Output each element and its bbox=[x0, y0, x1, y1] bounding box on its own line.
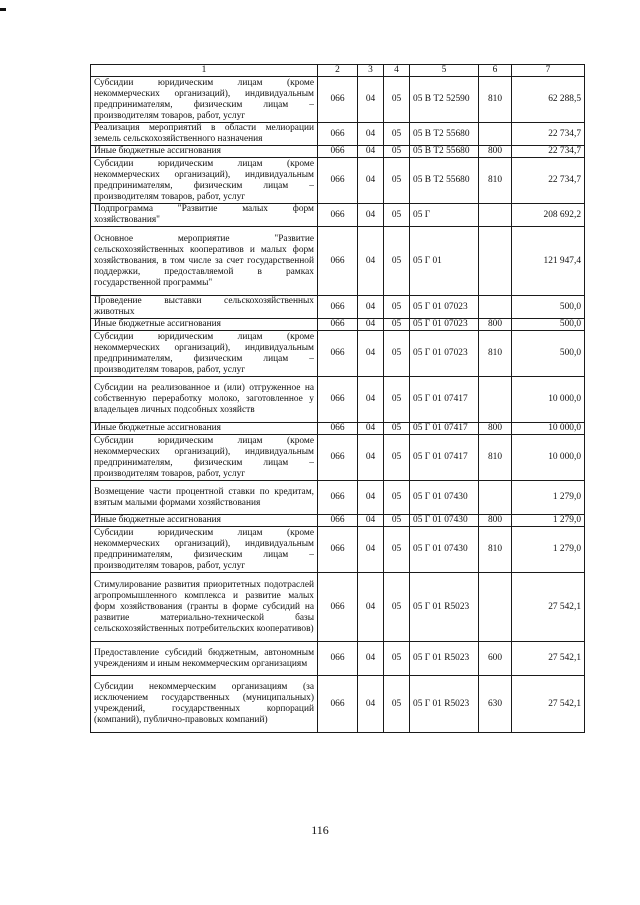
row-vr bbox=[479, 573, 512, 642]
row-pr: 05 bbox=[384, 331, 410, 377]
row-description: Субсидии на реализованное и (или) отгруженное на собственную переработку молоко, заготовленное у владельцев личных подсобных хозяйств bbox=[91, 377, 318, 423]
row-rz: 04 bbox=[358, 319, 384, 331]
table-row bbox=[91, 296, 585, 319]
header-col-6: 6 bbox=[479, 65, 512, 77]
row-amount: 121 947,4 bbox=[512, 227, 585, 296]
row-vr bbox=[479, 481, 512, 515]
row-pr: 05 bbox=[384, 527, 410, 573]
row-ved: 066 bbox=[318, 642, 358, 676]
row-ved: 066 bbox=[318, 227, 358, 296]
row-ved: 066 bbox=[318, 423, 358, 435]
row-description: Субсидии юридическим лицам (кроме некоммерческих организаций), индивидуальным предпринимателям, физическим лицам – производителям товаров, работ, услуг bbox=[91, 77, 318, 123]
row-vr bbox=[479, 123, 512, 146]
row-vr bbox=[479, 227, 512, 296]
page-number: 116 bbox=[311, 823, 329, 837]
row-ved: 066 bbox=[318, 481, 358, 515]
header-col-4: 4 bbox=[384, 65, 410, 77]
row-csr: 05 Г 01 bbox=[410, 227, 479, 296]
row-amount: 500,0 bbox=[512, 319, 585, 331]
row-ved: 066 bbox=[318, 123, 358, 146]
table-row bbox=[91, 227, 585, 296]
budget-table-body bbox=[91, 65, 585, 733]
row-rz: 04 bbox=[358, 573, 384, 642]
table-row bbox=[91, 377, 585, 423]
table-row bbox=[91, 204, 585, 227]
row-description: Иные бюджетные ассигнования bbox=[91, 423, 318, 435]
row-rz: 04 bbox=[358, 331, 384, 377]
row-csr: 05 Г 01 07430 bbox=[410, 481, 479, 515]
row-csr: 05 Г 01 07417 bbox=[410, 435, 479, 481]
row-description: Возмещение части процентной ставки по кредитам, взятым малыми формами хозяйствования bbox=[91, 481, 318, 515]
row-ved: 066 bbox=[318, 515, 358, 527]
row-description: Субсидии юридическим лицам (кроме некоммерческих организаций), индивидуальным предпринимателям, физическим лицам – производителям товаров, работ, услуг bbox=[91, 158, 318, 204]
row-description: Субсидии некоммерческим организациям (за исключением государственных (муниципальных) учреждений, государственных корпораций (компаний), публично-правовых компаний) bbox=[91, 676, 318, 733]
row-rz: 04 bbox=[358, 481, 384, 515]
row-vr: 630 bbox=[479, 676, 512, 733]
row-description: Реализация мероприятий в области мелиорации земель сельскохозяйственного назначения bbox=[91, 123, 318, 146]
table-header-row bbox=[91, 65, 585, 77]
row-pr: 05 bbox=[384, 481, 410, 515]
row-amount: 1 279,0 bbox=[512, 481, 585, 515]
row-vr: 810 bbox=[479, 527, 512, 573]
row-csr: 05 В Т2 55680 bbox=[410, 158, 479, 204]
row-rz: 04 bbox=[358, 296, 384, 319]
row-csr: 05 Г bbox=[410, 204, 479, 227]
row-pr: 05 bbox=[384, 296, 410, 319]
row-csr: 05 Г 01 R5023 bbox=[410, 676, 479, 733]
row-rz: 04 bbox=[358, 146, 384, 158]
table-row bbox=[91, 77, 585, 123]
table-row bbox=[91, 481, 585, 515]
row-description: Субсидии юридическим лицам (кроме некоммерческих организаций), индивидуальным предпринимателям, физическим лицам – производителям товаров, работ, услуг bbox=[91, 527, 318, 573]
row-ved: 066 bbox=[318, 377, 358, 423]
row-pr: 05 bbox=[384, 204, 410, 227]
header-col-3: 3 bbox=[358, 65, 384, 77]
row-amount: 208 692,2 bbox=[512, 204, 585, 227]
row-vr bbox=[479, 204, 512, 227]
row-description: Иные бюджетные ассигнования bbox=[91, 146, 318, 158]
header-col-1: 1 bbox=[91, 65, 318, 77]
row-rz: 04 bbox=[358, 77, 384, 123]
row-rz: 04 bbox=[358, 642, 384, 676]
row-csr: 05 Г 01 07430 bbox=[410, 527, 479, 573]
table-row bbox=[91, 642, 585, 676]
row-ved: 066 bbox=[318, 676, 358, 733]
table-row bbox=[91, 676, 585, 733]
row-description: Подпрограмма "Развитие малых форм хозяйствования" bbox=[91, 204, 318, 227]
row-pr: 05 bbox=[384, 377, 410, 423]
table-row bbox=[91, 423, 585, 435]
table-row bbox=[91, 158, 585, 204]
row-pr: 05 bbox=[384, 77, 410, 123]
row-amount: 500,0 bbox=[512, 296, 585, 319]
row-amount: 27 542,1 bbox=[512, 642, 585, 676]
row-pr: 05 bbox=[384, 123, 410, 146]
row-ved: 066 bbox=[318, 158, 358, 204]
row-pr: 05 bbox=[384, 642, 410, 676]
header-col-5: 5 bbox=[410, 65, 479, 77]
table-row bbox=[91, 146, 585, 158]
row-amount: 500,0 bbox=[512, 331, 585, 377]
row-pr: 05 bbox=[384, 435, 410, 481]
row-ved: 066 bbox=[318, 435, 358, 481]
table-row bbox=[91, 123, 585, 146]
row-pr: 05 bbox=[384, 573, 410, 642]
row-pr: 05 bbox=[384, 146, 410, 158]
row-pr: 05 bbox=[384, 676, 410, 733]
row-csr: 05 Г 01 07417 bbox=[410, 377, 479, 423]
row-rz: 04 bbox=[358, 204, 384, 227]
row-pr: 05 bbox=[384, 319, 410, 331]
row-rz: 04 bbox=[358, 227, 384, 296]
row-amount: 22 734,7 bbox=[512, 123, 585, 146]
row-csr: 05 Г 01 07023 bbox=[410, 331, 479, 377]
table-row bbox=[91, 573, 585, 642]
row-description: Проведение выставки сельскохозяйственных животных bbox=[91, 296, 318, 319]
row-vr bbox=[479, 377, 512, 423]
row-rz: 04 bbox=[358, 158, 384, 204]
table-row bbox=[91, 319, 585, 331]
row-pr: 05 bbox=[384, 158, 410, 204]
row-ved: 066 bbox=[318, 296, 358, 319]
scan-edge-mark bbox=[0, 8, 6, 11]
row-amount: 27 542,1 bbox=[512, 676, 585, 733]
row-vr: 800 bbox=[479, 146, 512, 158]
row-csr: 05 В Т2 52590 bbox=[410, 77, 479, 123]
row-amount: 1 279,0 bbox=[512, 527, 585, 573]
row-vr: 810 bbox=[479, 77, 512, 123]
header-col-2: 2 bbox=[318, 65, 358, 77]
row-vr: 800 bbox=[479, 319, 512, 331]
table-row bbox=[91, 331, 585, 377]
row-vr: 810 bbox=[479, 158, 512, 204]
row-csr: 05 Г 01 07417 bbox=[410, 423, 479, 435]
row-amount: 10 000,0 bbox=[512, 435, 585, 481]
row-vr bbox=[479, 296, 512, 319]
row-ved: 066 bbox=[318, 204, 358, 227]
row-ved: 066 bbox=[318, 573, 358, 642]
row-csr: 05 Г 01 R5023 bbox=[410, 642, 479, 676]
row-rz: 04 bbox=[358, 123, 384, 146]
row-description: Иные бюджетные ассигнования bbox=[91, 319, 318, 331]
header-col-7: 7 bbox=[512, 65, 585, 77]
row-description: Основное мероприятие "Развитие сельскохозяйственных кооперативов и малых форм хозяйствования, в том числе за счет государственной поддержки, предоставляемой в рамках государственной программы" bbox=[91, 227, 318, 296]
row-amount: 22 734,7 bbox=[512, 146, 585, 158]
row-description: Предоставление субсидий бюджетным, автономным учреждениям и иным некоммерческим организациям bbox=[91, 642, 318, 676]
table-row bbox=[91, 527, 585, 573]
row-csr: 05 Г 01 R5023 bbox=[410, 573, 479, 642]
row-pr: 05 bbox=[384, 423, 410, 435]
row-vr: 810 bbox=[479, 435, 512, 481]
row-ved: 066 bbox=[318, 146, 358, 158]
row-rz: 04 bbox=[358, 515, 384, 527]
row-ved: 066 bbox=[318, 77, 358, 123]
row-description: Иные бюджетные ассигнования bbox=[91, 515, 318, 527]
table-row bbox=[91, 435, 585, 481]
row-amount: 22 734,7 bbox=[512, 158, 585, 204]
row-vr: 600 bbox=[479, 642, 512, 676]
row-ved: 066 bbox=[318, 319, 358, 331]
row-description: Субсидии юридическим лицам (кроме некоммерческих организаций), индивидуальным предпринимателям, физическим лицам – производителям товаров, работ, услуг bbox=[91, 435, 318, 481]
row-description: Субсидии юридическим лицам (кроме некоммерческих организаций), индивидуальным предпринимателям, физическим лицам – производителям товаров, работ, услуг bbox=[91, 331, 318, 377]
row-rz: 04 bbox=[358, 377, 384, 423]
row-amount: 27 542,1 bbox=[512, 573, 585, 642]
row-ved: 066 bbox=[318, 527, 358, 573]
row-csr: 05 Г 01 07430 bbox=[410, 515, 479, 527]
row-description: Стимулирование развития приоритетных подотраслей агропромышленного комплекса и развитие малых форм хозяйствования (гранты в форме субсидий на развитие материально-технической базы сельскохозяйственных потребительских кооперативов) bbox=[91, 573, 318, 642]
row-csr: 05 Г 01 07023 bbox=[410, 296, 479, 319]
row-rz: 04 bbox=[358, 435, 384, 481]
row-rz: 04 bbox=[358, 527, 384, 573]
row-amount: 10 000,0 bbox=[512, 377, 585, 423]
row-ved: 066 bbox=[318, 331, 358, 377]
row-amount: 10 000,0 bbox=[512, 423, 585, 435]
row-pr: 05 bbox=[384, 227, 410, 296]
row-rz: 04 bbox=[358, 676, 384, 733]
row-rz: 04 bbox=[358, 423, 384, 435]
row-vr: 800 bbox=[479, 423, 512, 435]
row-amount: 1 279,0 bbox=[512, 515, 585, 527]
row-csr: 05 В Т2 55680 bbox=[410, 146, 479, 158]
row-pr: 05 bbox=[384, 515, 410, 527]
row-csr: 05 Г 01 07023 bbox=[410, 319, 479, 331]
row-vr: 800 bbox=[479, 515, 512, 527]
row-amount: 62 288,5 bbox=[512, 77, 585, 123]
budget-table bbox=[90, 64, 585, 733]
row-vr: 810 bbox=[479, 331, 512, 377]
row-csr: 05 В Т2 55680 bbox=[410, 123, 479, 146]
table-row bbox=[91, 515, 585, 527]
